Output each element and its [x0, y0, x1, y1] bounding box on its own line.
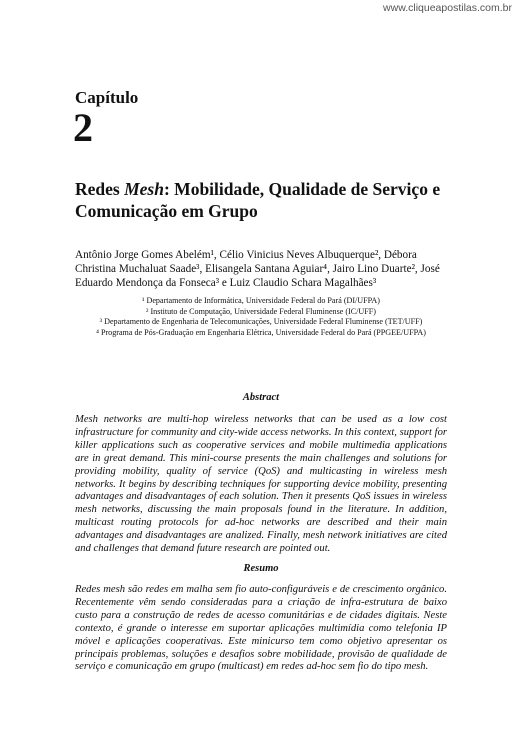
chapter-label: Capítulo — [75, 88, 139, 107]
title-part-3: : Mobilidade, Qualidade de Serviço e Comunicação em Grupo — [75, 179, 441, 221]
resumo-text: Redes mesh são redes em malha sem fio auto-configuráveis e de crescimento orgânico. Recentemente vêm sendo consideradas para a criação de infra-estrutura de baixo custo para a construção de redes de acesso comunitárias e de cidades digitais. Neste contexto, é grande o interesse em suportar aplicações multimídia como telefonia IP móvel e aplicações cooperativas. Este minicurso tem como objetivo apresentar os principais problemas, soluções e desafios sobre mobilidade, provisão de qualidade de serviço e comunicação em grupo (multicast) em redes ad-hoc sem fio do tipo mesh. — [75, 584, 447, 673]
affiliation-1: ¹ Departamento de Informática, Universidade Federal do Pará (DI/UFPA) — [142, 296, 380, 305]
abstract-heading: Abstract — [242, 392, 280, 403]
chapter-title — [75, 178, 495, 222]
resumo-heading: Resumo — [243, 563, 279, 574]
affiliation-2: ² Instituto de Computação, Universidade Federal Fluminense (IC/UFF) — [146, 306, 376, 316]
watermark-url: www.cliqueapostilas.com.br — [383, 2, 512, 14]
chapter-number: 2 — [73, 105, 93, 150]
author-list: Antônio Jorge Gomes Abelém¹, Célio Vinicius Neves Albuquerque², Débora Christina Muchaluat Saade³, Elisangela Santana Aguiar⁴, Jairo Lino Duarte², José Eduardo Mendonça da Fonseca³ e Luiz Claudio Schara Magalhães³ — [75, 249, 440, 289]
affiliation-list — [75, 296, 447, 338]
affiliation-3: ³ Departamento de Engenharia de Telecomunicações, Universidade Federal Fluminense (TET/UFF) — [99, 317, 423, 327]
affiliation-4: ⁴ Programa de Pós-Graduação em Engenharia Elétrica, Universidade Federal do Pará (PPGEE/UFPA) — [96, 327, 426, 337]
abstract-text: Mesh networks are multi-hop wireless networks that can be used as a low cost infrastructure for community and city-wide access networks. In this context, support for killer applications such as cooperative services and mobile multimedia applications are in great demand. This mini-course presents the main challenges and solutions for providing mobility, quality of service (QoS) and multicasting in wireless mesh networks. It begins by describing techniques for supporting device mobility, presenting advantages and disadvantages of each solution. Then it presents QoS issues in wireless mesh networks, discussing the main proposals found in the literature. In addition, multicast routing protocols for ad-hoc networks are described and their main advantages and disadvantages are analized. Finally, mesh network initiatives are cited and challenges that demand future research are pointed out. — [75, 414, 447, 555]
title-part-2-italic: Mesh — [124, 179, 164, 199]
title-part-1: Redes — [75, 179, 125, 199]
